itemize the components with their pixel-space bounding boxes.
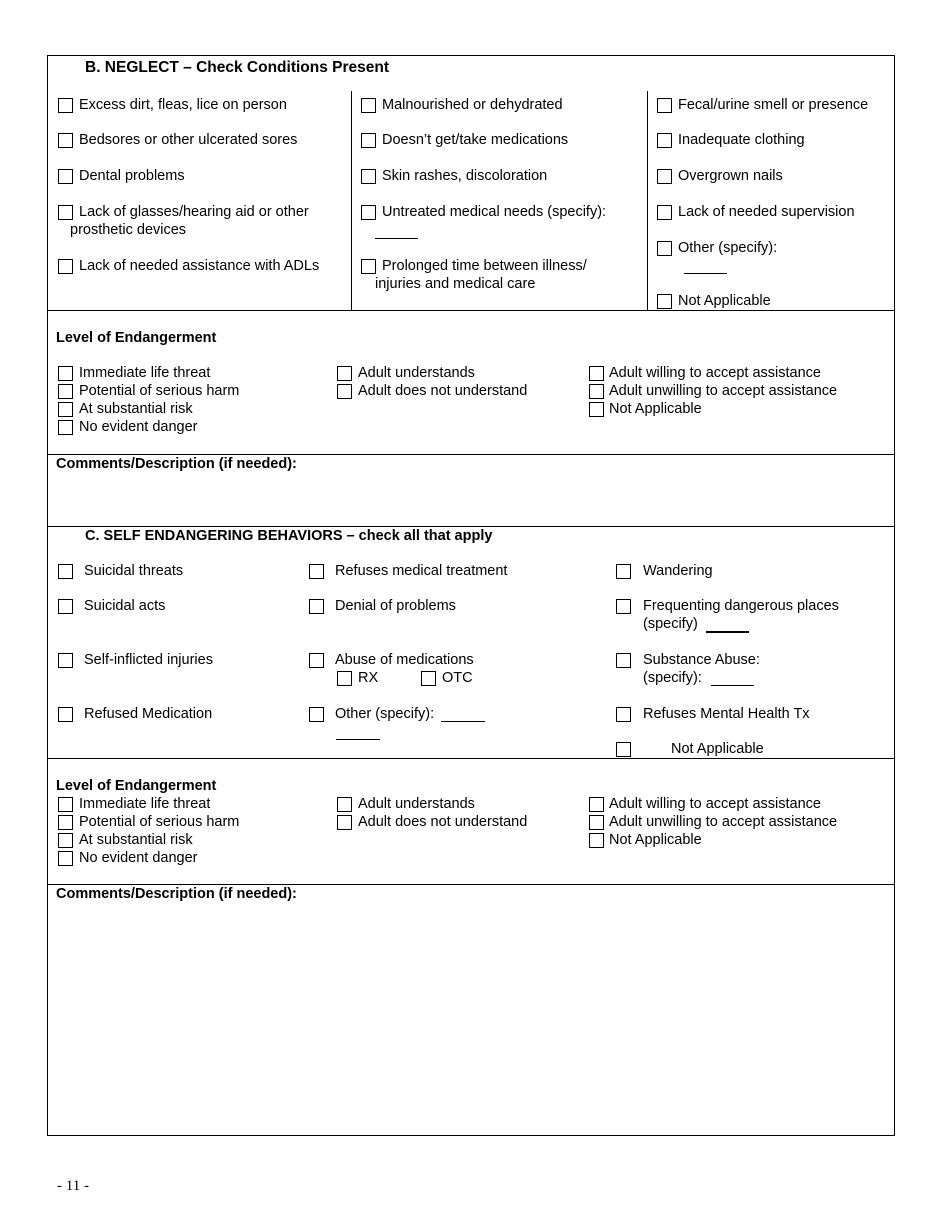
- checkbox-dangerous-places[interactable]: [616, 599, 631, 614]
- checkbox-immediate-threat[interactable]: [58, 797, 73, 812]
- checkbox-suicidal-threats[interactable]: [58, 564, 73, 579]
- comments-area[interactable]: [48, 906, 894, 1135]
- label-supervision: Lack of needed supervision: [678, 204, 855, 220]
- checkbox-malnourished[interactable]: [361, 98, 376, 113]
- label-excess-dirt: Excess dirt, fleas, lice on person: [79, 97, 287, 113]
- checkbox-refuses-mental-health[interactable]: [616, 707, 631, 722]
- label-prolonged: Prolonged time between illness/: [382, 258, 587, 274]
- checkbox-level-not-applicable[interactable]: [589, 402, 604, 417]
- label-skin-rashes: Skin rashes, discoloration: [382, 168, 548, 184]
- checkbox-no-danger[interactable]: [58, 851, 73, 866]
- checkbox-willing[interactable]: [589, 366, 604, 381]
- label-unwilling: Adult unwilling to accept assistance: [609, 814, 838, 830]
- label-immediate-threat: Immediate life threat: [79, 796, 211, 812]
- label-refused-medication: Refused Medication: [84, 706, 213, 722]
- other-behavior-line[interactable]: [441, 721, 485, 722]
- label-dangerous-places-specify: (specify): [643, 616, 698, 632]
- checkbox-unwilling[interactable]: [589, 815, 604, 830]
- page-number: - 11 -: [57, 1178, 89, 1194]
- label-refuses-treatment: Refuses medical treatment: [335, 563, 508, 579]
- label-substantial-risk: At substantial risk: [79, 832, 193, 848]
- checkbox-substantial-risk[interactable]: [58, 402, 73, 417]
- checkbox-refused-medication[interactable]: [58, 707, 73, 722]
- label-otc: OTC: [442, 670, 473, 686]
- divider: [48, 310, 894, 311]
- neglect-heading: B. NEGLECT – Check Conditions Present: [85, 59, 390, 76]
- checkbox-substantial-risk[interactable]: [58, 833, 73, 848]
- checkbox-denial[interactable]: [309, 599, 324, 614]
- checkbox-nails[interactable]: [657, 169, 672, 184]
- label-prolonged-cont: injuries and medical care: [375, 276, 536, 292]
- checkbox-other[interactable]: [657, 241, 672, 256]
- checkbox-serious-harm[interactable]: [58, 384, 73, 399]
- label-abuse-medications: Abuse of medications: [335, 652, 474, 668]
- checkbox-adult-not-understand[interactable]: [337, 384, 352, 399]
- label-fecal: Fecal/urine smell or presence: [678, 97, 869, 113]
- label-level-not-applicable: Not Applicable: [609, 401, 702, 417]
- label-wandering: Wandering: [643, 563, 713, 579]
- label-lack-adl: Lack of needed assistance with ADLs: [79, 258, 320, 274]
- label-self-inflicted: Self-inflicted injuries: [84, 652, 213, 668]
- checkbox-level-not-applicable[interactable]: [589, 833, 604, 848]
- checkbox-lack-adl[interactable]: [58, 259, 73, 274]
- substance-specify-line[interactable]: [711, 685, 754, 686]
- checkbox-other-behavior[interactable]: [309, 707, 324, 722]
- other-behavior-line-2[interactable]: [336, 739, 380, 740]
- checkbox-no-danger[interactable]: [58, 420, 73, 435]
- label-refuses-mental-health: Refuses Mental Health Tx: [643, 706, 810, 722]
- checkbox-wandering[interactable]: [616, 564, 631, 579]
- checkbox-lack-glasses[interactable]: [58, 205, 73, 220]
- checkbox-dental[interactable]: [58, 169, 73, 184]
- label-bedsores: Bedsores or other ulcerated sores: [79, 132, 298, 148]
- level-heading: Level of Endangerment: [56, 330, 217, 346]
- label-lack-glasses: Lack of glasses/hearing aid or other: [79, 204, 309, 220]
- label-clothing: Inadequate clothing: [678, 132, 805, 148]
- label-adult-understands: Adult understands: [358, 365, 475, 381]
- comments-label: Comments/Description (if needed):: [56, 886, 297, 902]
- checkbox-unwilling[interactable]: [589, 384, 604, 399]
- label-malnourished: Malnourished or dehydrated: [382, 97, 563, 113]
- label-not-applicable: Not Applicable: [678, 293, 771, 309]
- dangerous-places-line[interactable]: [706, 631, 749, 633]
- checkbox-immediate-threat[interactable]: [58, 366, 73, 381]
- label-denial: Denial of problems: [335, 598, 456, 614]
- label-adult-not-understand: Adult does not understand: [358, 383, 528, 399]
- label-adult-understands: Adult understands: [358, 796, 475, 812]
- self-endangering-heading: C. SELF ENDANGERING BEHAVIORS – check all that apply: [85, 528, 493, 544]
- label-no-danger: No evident danger: [79, 850, 198, 866]
- checkbox-suicidal-acts[interactable]: [58, 599, 73, 614]
- label-substance-abuse: Substance Abuse:: [643, 652, 760, 668]
- label-substance-specify: (specify):: [643, 670, 702, 686]
- label-dangerous-places: Frequenting dangerous places: [643, 598, 839, 614]
- checkbox-adult-understands[interactable]: [337, 366, 352, 381]
- checkbox-otc[interactable]: [421, 671, 436, 686]
- label-untreated: Untreated medical needs (specify):: [382, 204, 607, 220]
- checkbox-serious-harm[interactable]: [58, 815, 73, 830]
- checkbox-clothing[interactable]: [657, 133, 672, 148]
- checkbox-excess-dirt[interactable]: [58, 98, 73, 113]
- other-specify-line[interactable]: [684, 273, 727, 274]
- untreated-specify-line[interactable]: [375, 238, 418, 239]
- checkbox-willing[interactable]: [589, 797, 604, 812]
- label-dental: Dental problems: [79, 168, 185, 184]
- column-divider: [647, 91, 648, 311]
- label-other: Other (specify):: [678, 240, 778, 256]
- column-divider: [351, 91, 352, 311]
- label-willing: Adult willing to accept assistance: [609, 796, 821, 812]
- checkbox-adult-not-understand[interactable]: [337, 815, 352, 830]
- checkbox-self-inflicted[interactable]: [58, 653, 73, 668]
- checkbox-untreated[interactable]: [361, 205, 376, 220]
- label-level-not-applicable: Not Applicable: [609, 832, 702, 848]
- label-unwilling: Adult unwilling to accept assistance: [609, 383, 838, 399]
- checkbox-rx[interactable]: [337, 671, 352, 686]
- checkbox-prolonged[interactable]: [361, 259, 376, 274]
- label-rx: RX: [358, 670, 379, 686]
- label-lack-glasses-cont: prosthetic devices: [70, 222, 187, 238]
- checkbox-skin-rashes[interactable]: [361, 169, 376, 184]
- checkbox-abuse-medications[interactable]: [309, 653, 324, 668]
- label-adult-not-understand: Adult does not understand: [358, 814, 528, 830]
- label-suicidal-acts: Suicidal acts: [84, 598, 166, 614]
- checkbox-fecal[interactable]: [657, 98, 672, 113]
- checkbox-self-not-applicable[interactable]: [616, 742, 631, 757]
- label-medications: Doesn’t get/take medications: [382, 132, 569, 148]
- checkbox-refuses-treatment[interactable]: [309, 564, 324, 579]
- label-no-danger: No evident danger: [79, 419, 198, 435]
- label-willing: Adult willing to accept assistance: [609, 365, 821, 381]
- checkbox-not-applicable[interactable]: [657, 294, 672, 309]
- label-suicidal-threats: Suicidal threats: [84, 563, 184, 579]
- divider: [48, 758, 894, 759]
- form-page: [47, 55, 895, 1136]
- checkbox-bedsores[interactable]: [58, 133, 73, 148]
- label-serious-harm: Potential of serious harm: [79, 383, 240, 399]
- checkbox-adult-understands[interactable]: [337, 797, 352, 812]
- checkbox-supervision[interactable]: [657, 205, 672, 220]
- checkbox-substance-abuse[interactable]: [616, 653, 631, 668]
- label-serious-harm: Potential of serious harm: [79, 814, 240, 830]
- level-heading: Level of Endangerment: [56, 778, 217, 794]
- label-self-not-applicable: Not Applicable: [671, 741, 764, 757]
- comments-label: Comments/Description (if needed):: [56, 456, 297, 472]
- label-immediate-threat: Immediate life threat: [79, 365, 211, 381]
- label-nails: Overgrown nails: [678, 168, 783, 184]
- label-other-behavior: Other (specify):: [335, 706, 435, 722]
- label-substantial-risk: At substantial risk: [79, 401, 193, 417]
- checkbox-medications[interactable]: [361, 133, 376, 148]
